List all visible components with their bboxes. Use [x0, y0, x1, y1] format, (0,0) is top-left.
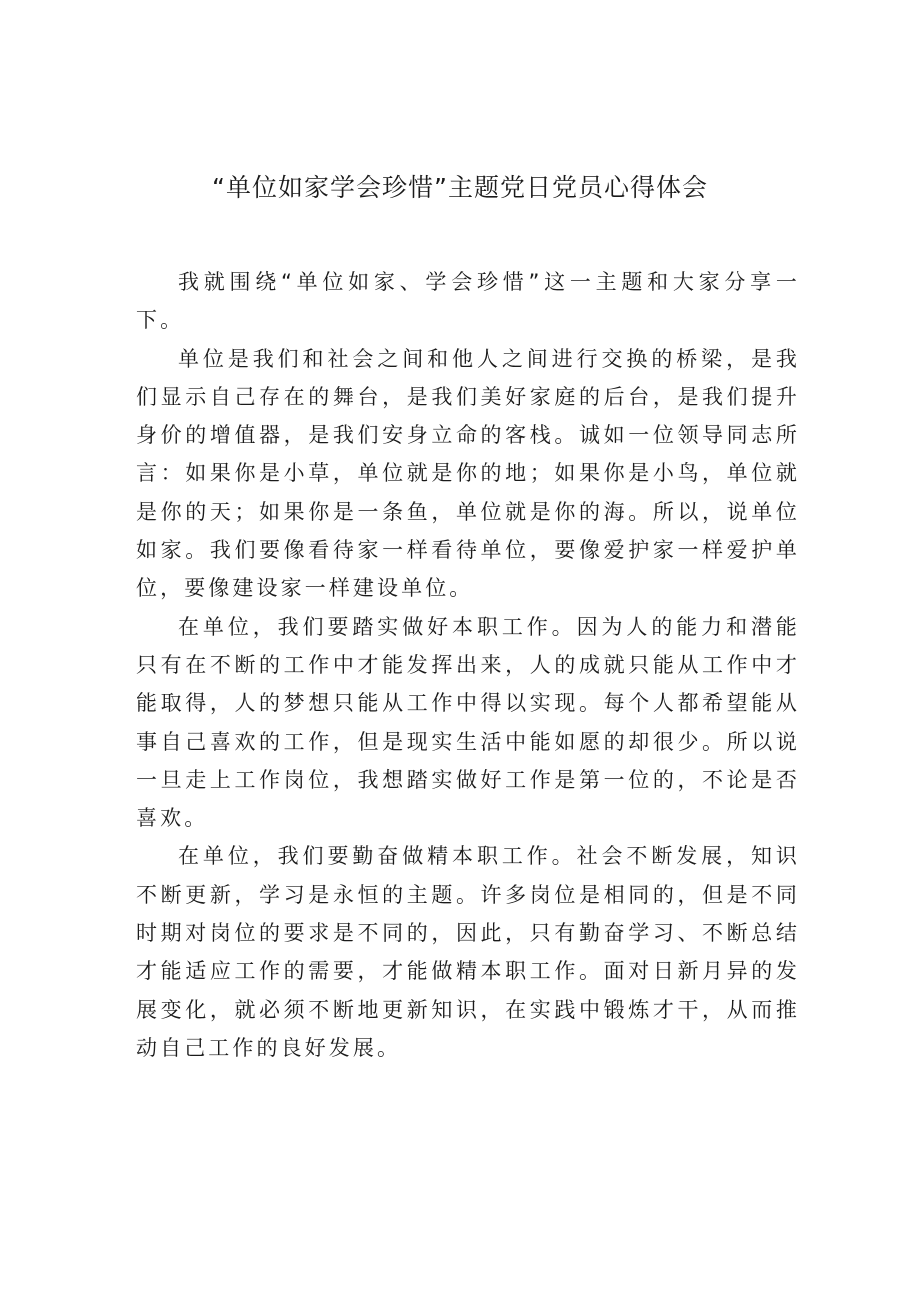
paragraph-refine-work: 在单位，我们要勤奋做精本职工作。社会不断发展，知识不断更新，学习是永恒的主题。许多岗位是相同的，但是不同时期对岗位的要求是不同的，因此，只有勤奋学习、不断总结才能适应工作的需要，才能做精本职工作。面对日新月异的发展变化，就必须不断地更新知识，在实践中锻炼才干，从而推动自己工作的良好发展。	[136, 844, 800, 1060]
paragraph-unit-as-home: 单位是我们和社会之间和他人之间进行交换的桥梁，是我们显示自己存在的舞台，是我们美好家庭的后台，是我们提升身价的增值器，是我们安身立命的客栈。诚如一位领导同志所言：如果你是小草，单位就是你的地；如果你是小鸟，单位就是你的天；如果你是一条鱼，单位就是你的海。所以，说单位如家。我们要像看待家一样看待单位，要像爱护家一样爱护单位，要像建设家一样建设单位。	[136, 346, 800, 601]
paragraph-intro: 我就围绕“单位如家、学会珍惜”这一主题和大家分享一下。	[136, 270, 800, 333]
paragraph-work-diligently: 在单位，我们要踏实做好本职工作。因为人的能力和潜能只有在不断的工作中才能发挥出来，人的成就只能从工作中才能取得，人的梦想只能从工作中得以实现。每个人都希望能从事自己喜欢的工作，但是现实生活中能如愿的却很少。所以说一旦走上工作岗位，我想踏实做好工作是第一位的，不论是否喜欢。	[136, 614, 800, 831]
document-body	[136, 263, 800, 1067]
document-title: “单位如家学会珍惜”主题党日党员心得体会	[212, 173, 708, 202]
